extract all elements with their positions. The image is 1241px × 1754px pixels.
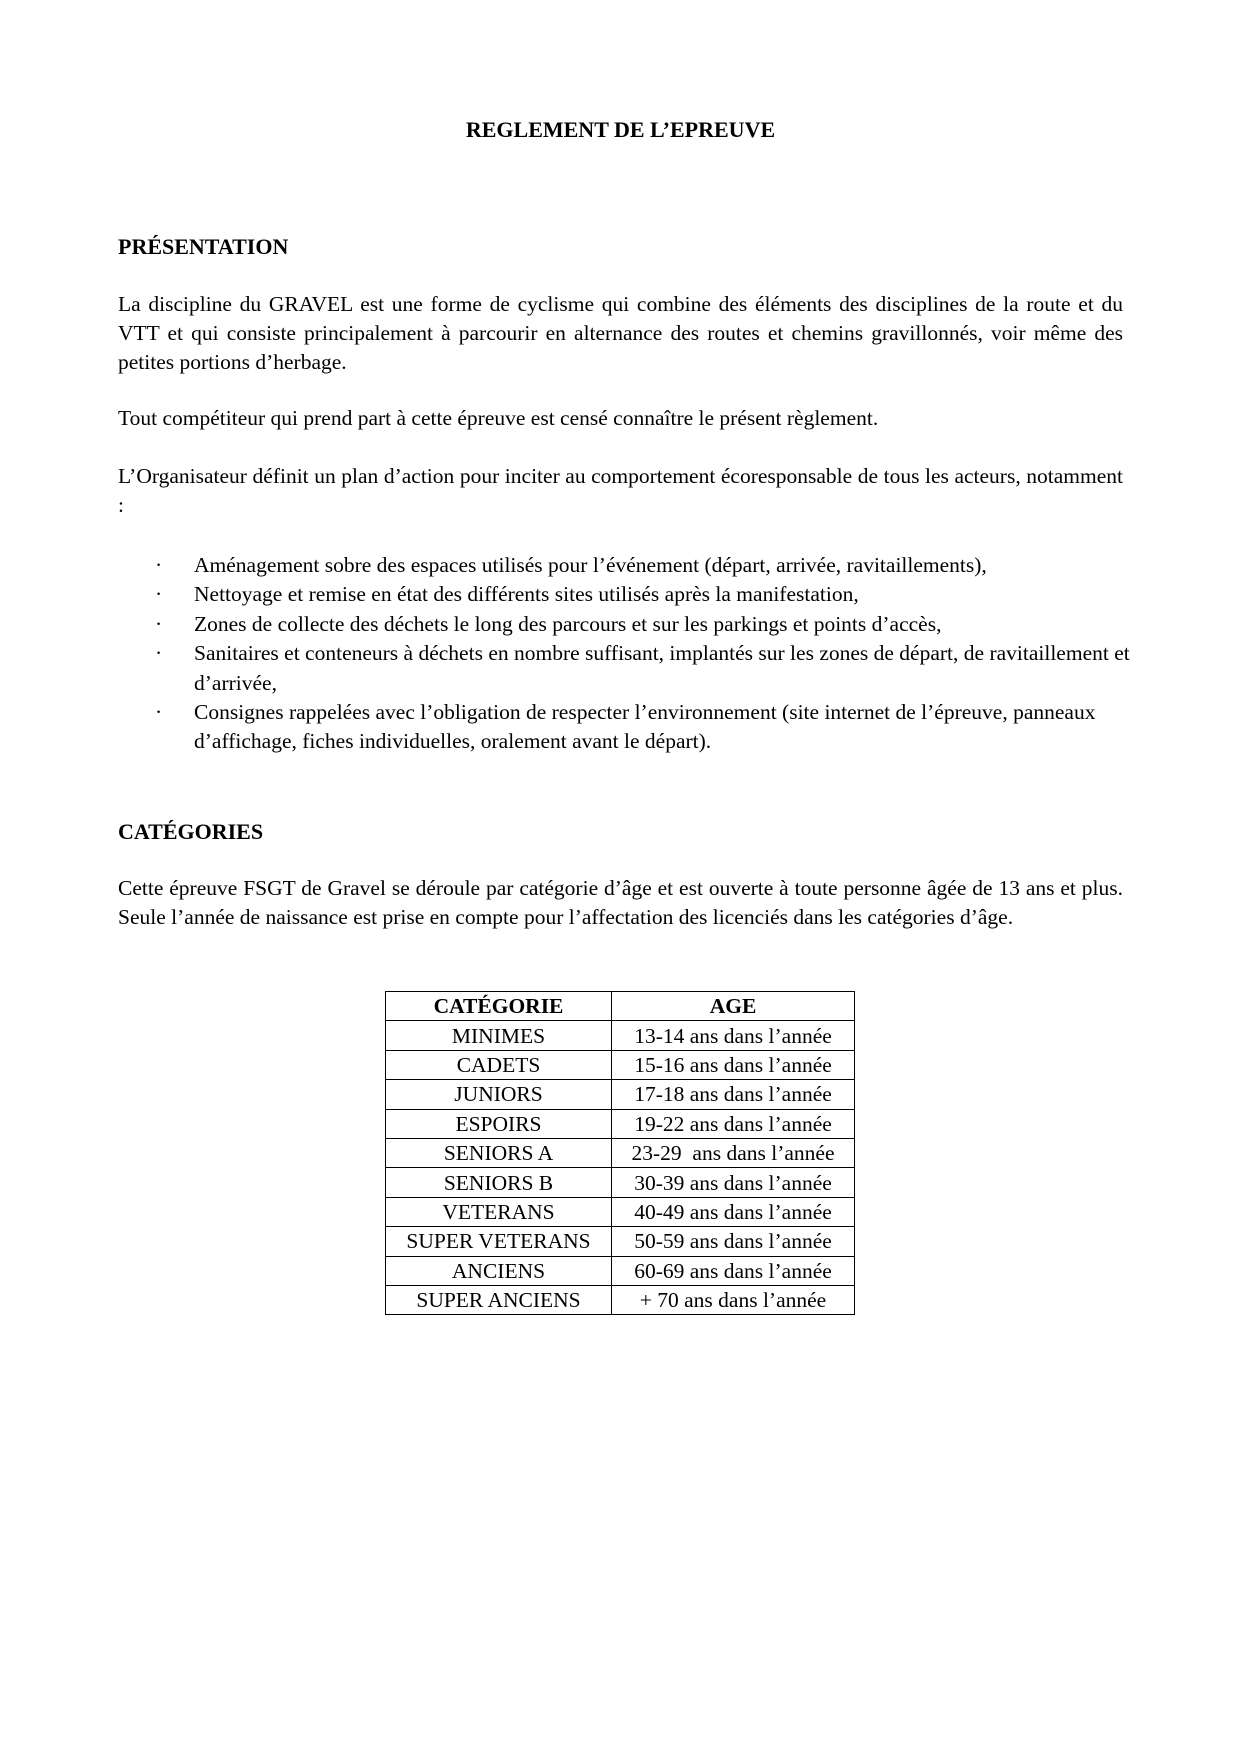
age-cell: 19-22 ans dans l’année	[612, 1109, 855, 1138]
bullet-dot-icon: ·	[155, 611, 163, 636]
list-item	[118, 698, 1138, 757]
category-cell: ANCIENS	[386, 1256, 612, 1285]
age-category-table	[385, 991, 855, 1315]
presentation-paragraph-3: L’Organisateur définit un plan d’action pour inciter au comportement écoresponsable de tous les acteurs, notamment :	[118, 464, 1123, 517]
age-cell: 17-18 ans dans l’année	[612, 1080, 855, 1109]
bullet-dot-icon: ·	[155, 582, 163, 607]
category-cell: SENIORS B	[386, 1168, 612, 1197]
category-cell: CADETS	[386, 1050, 612, 1079]
list-item-text: Consignes rappelées avec l’obligation de respecter l’environnement (site internet de l’épreuve, panneaux d’affichage, fiches individuelles, oralement avant le départ).	[194, 700, 1096, 754]
list-item	[118, 551, 1138, 580]
category-cell: VETERANS	[386, 1197, 612, 1226]
category-cell: MINIMES	[386, 1021, 612, 1050]
age-cell: 50-59 ans dans l’année	[612, 1227, 855, 1256]
table-row	[386, 1050, 855, 1079]
age-cell: 23-29 ans dans l’année	[612, 1138, 855, 1167]
list-item-text: Nettoyage et remise en état des différents sites utilisés après la manifestation,	[194, 582, 859, 607]
table-row	[386, 1021, 855, 1050]
eco-measures-list	[118, 551, 1138, 757]
table-row	[386, 1168, 855, 1197]
table-row	[386, 1138, 855, 1167]
table-row	[386, 1197, 855, 1226]
bullet-dot-icon: ·	[155, 700, 163, 725]
bullet-dot-icon: ·	[155, 641, 163, 666]
bullet-dot-icon: ·	[155, 553, 163, 577]
table-row	[386, 1080, 855, 1109]
table-header-age: AGE	[612, 992, 855, 1021]
category-cell: ESPOIRS	[386, 1109, 612, 1138]
age-cell: + 70 ans dans l’année	[612, 1285, 855, 1314]
age-cell: 30-39 ans dans l’année	[612, 1168, 855, 1197]
presentation-paragraph-2: Tout compétiteur qui prend part à cette épreuve est censé connaître le présent règlement.	[118, 406, 879, 430]
presentation-paragraph-1: La discipline du GRAVEL est une forme de cyclisme qui combine des éléments des disciplines de la route et du VTT et qui consiste principalement à parcourir en alternance des routes et chemins gravillonnés, voir même des petites portions d’herbage.	[118, 292, 1123, 374]
table-body	[386, 1021, 855, 1315]
table-header-row	[386, 992, 855, 1021]
age-cell: 15-16 ans dans l’année	[612, 1050, 855, 1079]
list-item-text: Aménagement sobre des espaces utilisés pour l’événement (départ, arrivée, ravitaillements),	[194, 553, 987, 577]
table-row	[386, 1227, 855, 1256]
list-item-text: Zones de collecte des déchets le long des parcours et sur les parkings et points d’accès,	[194, 611, 942, 636]
list-item	[118, 610, 1138, 639]
list-item	[118, 580, 1138, 609]
age-cell: 60-69 ans dans l’année	[612, 1256, 855, 1285]
section-heading-categories: CATÉGORIES	[118, 819, 264, 844]
table-row	[386, 1256, 855, 1285]
list-item	[118, 639, 1138, 698]
category-cell: SENIORS A	[386, 1138, 612, 1167]
list-item-text: Sanitaires et conteneurs à déchets en nombre suffisant, implantés sur les zones de départ, de ravitaillement et d’arrivée,	[194, 641, 1130, 695]
age-cell: 13-14 ans dans l’année	[612, 1021, 855, 1050]
table-row	[386, 1285, 855, 1314]
document-title: REGLEMENT DE L’EPREUVE	[465, 117, 776, 142]
category-cell: SUPER VETERANS	[386, 1227, 612, 1256]
age-cell: 40-49 ans dans l’année	[612, 1197, 855, 1226]
category-cell: JUNIORS	[386, 1080, 612, 1109]
table-row	[386, 1109, 855, 1138]
table-header-category: CATÉGORIE	[386, 992, 612, 1021]
section-heading-presentation: PRÉSENTATION	[118, 234, 289, 259]
category-cell: SUPER ANCIENS	[386, 1285, 612, 1314]
categories-paragraph: Cette épreuve FSGT de Gravel se déroule par catégorie d’âge et est ouverte à toute personne âgée de 13 ans et plus. Seule l’année de naissance est prise en compte pour l’affectation des licenciés dans les catégories d’âge.	[118, 876, 1123, 929]
